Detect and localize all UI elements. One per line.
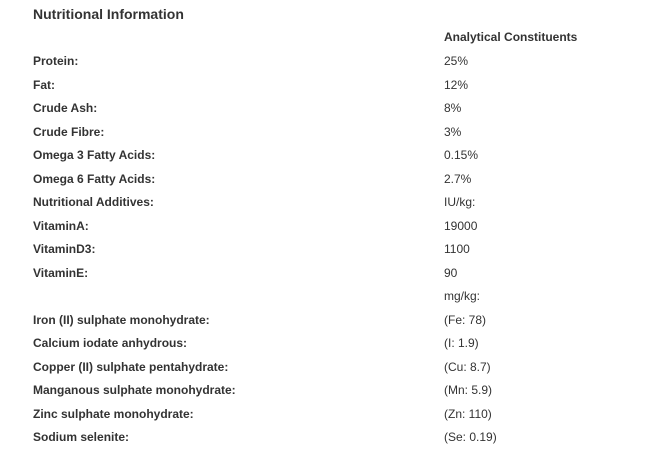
section-title: Nutritional Information	[33, 6, 184, 22]
row-label: Copper (II) sulphate pentahydrate:	[33, 359, 229, 374]
table-row	[0, 309, 669, 333]
row-value: 1100	[444, 242, 470, 256]
row-value: IU/kg:	[444, 195, 476, 209]
row-value: (Cu: 8.7)	[444, 359, 491, 374]
row-label: Crude Ash:	[33, 101, 98, 115]
table-row	[0, 403, 669, 427]
column-header-analytical-constituents: Analytical Constituents	[444, 30, 578, 44]
row-value: 90	[444, 265, 458, 280]
table-row	[0, 121, 669, 145]
row-value: (Fe: 78)	[444, 312, 487, 327]
row-label: Crude Fibre:	[33, 124, 105, 139]
row-value: 3%	[444, 124, 462, 139]
row-label: Manganous sulphate monohydrate:	[33, 383, 236, 397]
row-label: Omega 3 Fatty Acids:	[33, 148, 156, 162]
row-label: Omega 6 Fatty Acids:	[33, 171, 156, 186]
row-label: VitaminA:	[33, 218, 89, 233]
row-label: Sodium selenite:	[33, 430, 130, 444]
row-label: Calcium iodate anhydrous:	[33, 336, 188, 350]
row-label: VitaminE:	[33, 265, 89, 280]
table-row	[0, 426, 669, 450]
row-label: Iron (II) sulphate monohydrate:	[33, 312, 210, 327]
row-value: (Se: 0.19)	[444, 430, 497, 444]
row-label: Zinc sulphate monohydrate:	[33, 406, 194, 421]
row-value: (I: 1.9)	[444, 336, 479, 350]
table-row	[0, 262, 669, 286]
table-row	[0, 379, 669, 403]
row-label: VitaminD3:	[33, 242, 96, 256]
row-label: Protein:	[33, 54, 79, 68]
row-label: Nutritional Additives:	[33, 195, 154, 209]
nutrition-table	[0, 50, 669, 450]
row-value: 25%	[444, 54, 469, 68]
table-row	[0, 74, 669, 98]
row-value: 0.15%	[444, 148, 479, 162]
row-value: 8%	[444, 101, 462, 115]
row-label: Fat:	[33, 77, 55, 92]
table-row	[0, 285, 669, 309]
table-row	[0, 215, 669, 239]
row-value: (Zn: 110)	[444, 406, 492, 421]
row-value: mg/kg:	[444, 289, 481, 303]
table-row	[0, 238, 669, 262]
row-value: 19000	[444, 218, 478, 233]
table-row	[0, 144, 669, 168]
table-row	[0, 356, 669, 380]
row-value: (Mn: 5.9)	[444, 383, 493, 397]
table-row	[0, 50, 669, 74]
table-row	[0, 168, 669, 192]
row-value: 2.7%	[444, 171, 472, 186]
row-value: 12%	[444, 77, 469, 92]
table-row	[0, 191, 669, 215]
table-row	[0, 332, 669, 356]
table-row	[0, 97, 669, 121]
